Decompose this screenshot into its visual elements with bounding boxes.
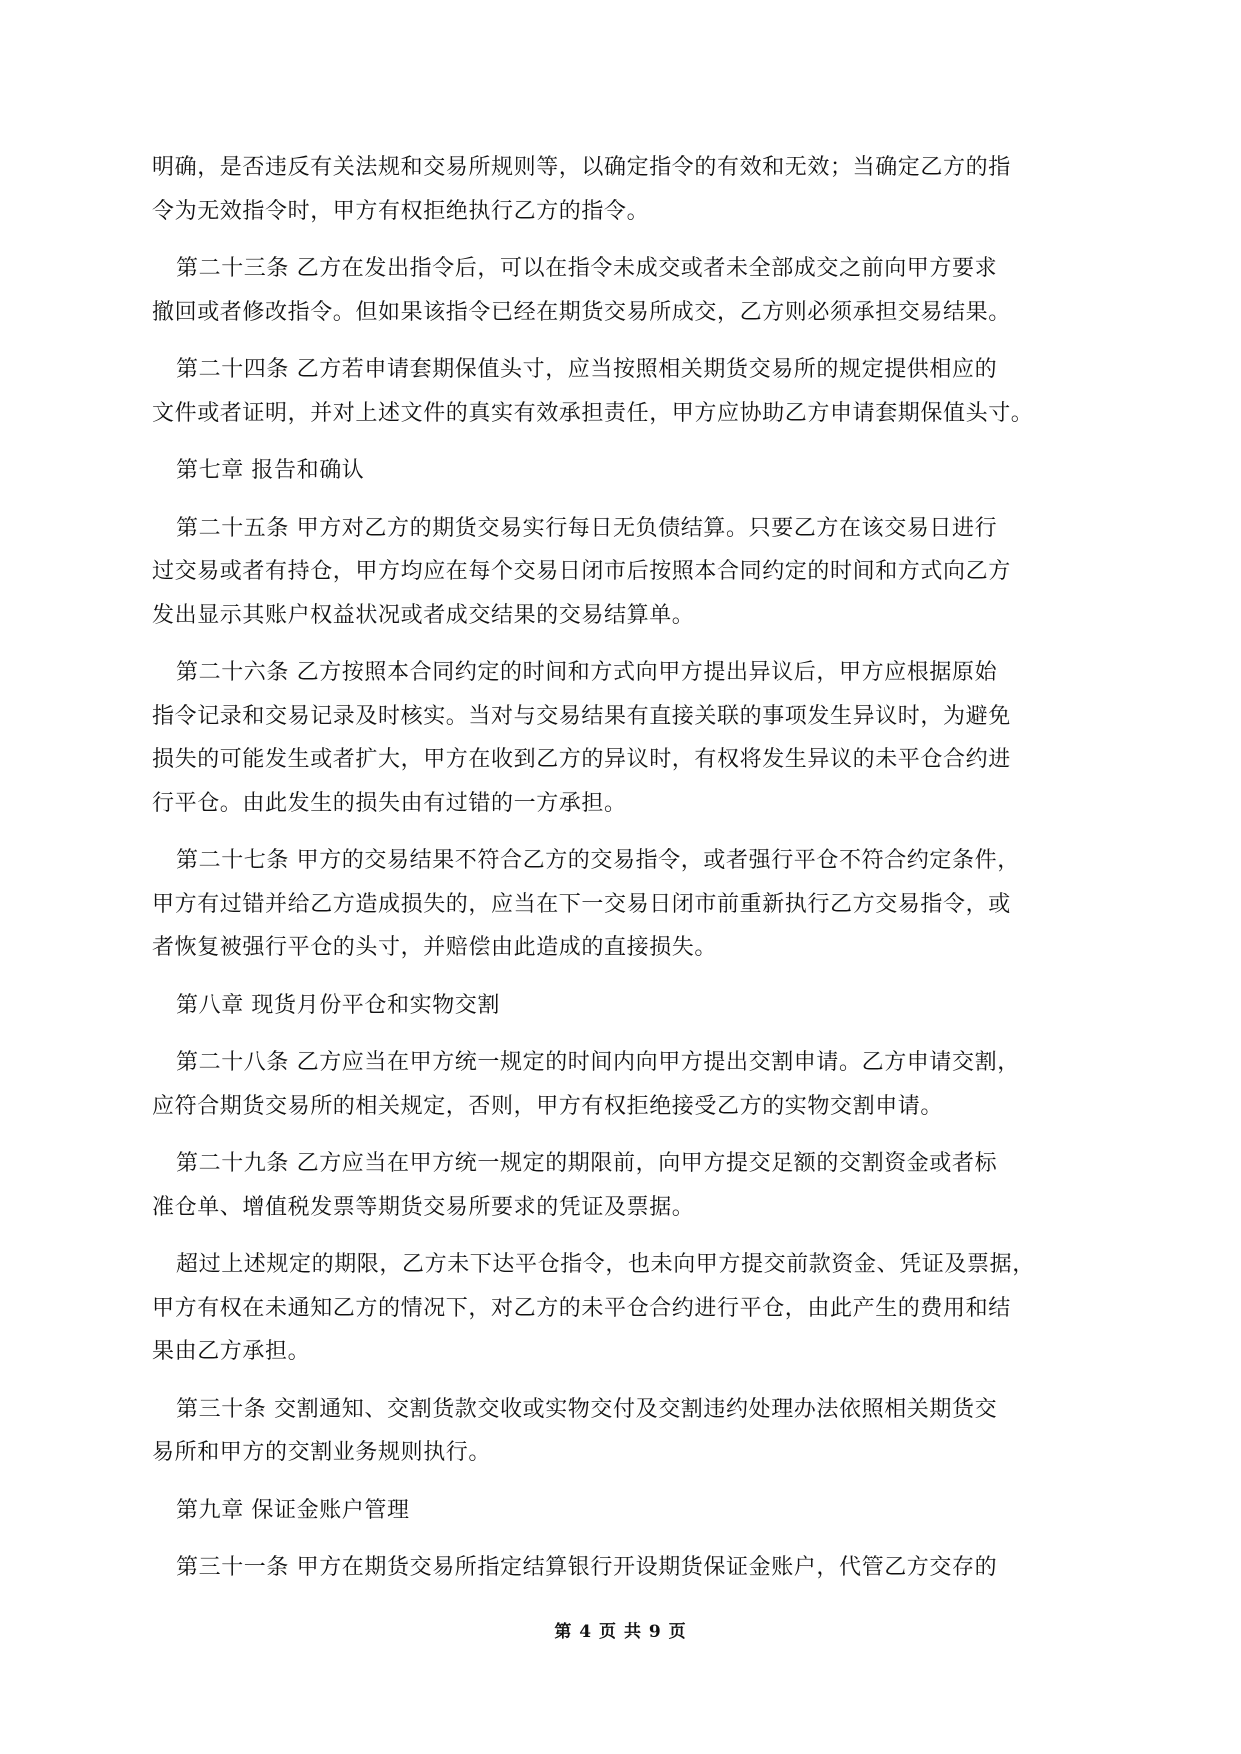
- paragraph-line: 第三十条 交割通知、交割货款交收或实物交付及交割违约处理办法依照相关期货交: [176, 1396, 998, 1422]
- paragraph: [152, 1243, 1092, 1374]
- paragraph: [152, 507, 1092, 638]
- chapter-heading: [152, 984, 1092, 1028]
- paragraph-line: 第二十三条 乙方在发出指令后，可以在指令未成交或者未全部成交之前向甲方要求: [176, 256, 998, 281]
- paragraph: [152, 146, 1092, 233]
- paragraph-line: 损失的可能发生或者扩大，甲方在收到乙方的异议时，有权将发生异议的未平仓合约进: [152, 747, 1011, 772]
- paragraph: [152, 1388, 1092, 1475]
- paragraph-line: 行平仓。由此发生的损失由有过错的一方承担。: [152, 790, 627, 816]
- paragraph-line: 者恢复被强行平仓的头寸，并赔偿由此造成的直接损失。: [152, 935, 718, 960]
- paragraph-line: 过交易或者有持仓，甲方均应在每个交易日闭市后按照本合同约定的时间和方式向乙方: [152, 559, 1011, 584]
- paragraph-line: 甲方有过错并给乙方造成损失的，应当在下一交易日闭市前重新执行乙方交易指令，或: [152, 891, 1011, 917]
- paragraph-line: 第二十六条 乙方按照本合同约定的时间和方式向甲方提出异议后，甲方应根据原始: [176, 660, 998, 685]
- paragraph-line: 明确，是否违反有关法规和交易所规则等，以确定指令的有效和无效；当确定乙方的指: [152, 155, 1011, 180]
- paragraph-line: 第二十八条 乙方应当在甲方统一规定的时间内向甲方提出交割申请。乙方申请交割，: [176, 1050, 1020, 1075]
- paragraph-line: 发出显示其账户权益状况或者成交结果的交易结算单。: [152, 602, 695, 628]
- chapter-heading-text: 第九章 保证金账户管理: [176, 1497, 410, 1523]
- paragraph-line: 准仓单、增值税发票等期货交易所要求的凭证及票据。: [152, 1194, 695, 1220]
- paragraph-line: 令为无效指令时，甲方有权拒绝执行乙方的指令。: [152, 198, 650, 224]
- chapter-heading: [152, 449, 1092, 493]
- paragraph-line: 第二十四条 乙方若申请套期保值头寸，应当按照相关期货交易所的规定提供相应的: [176, 357, 998, 382]
- chapter-heading-text: 第八章 现货月份平仓和实物交割: [176, 992, 500, 1018]
- paragraph: [152, 1142, 1092, 1229]
- paragraph-line: 超过上述规定的期限，乙方未下达平仓指令，也未向甲方提交前款资金、凭证及票据，: [176, 1252, 1035, 1277]
- paragraph-line: 第三十一条 甲方在期货交易所指定结算银行开设期货保证金账户，代管乙方交存的: [176, 1555, 998, 1580]
- paragraph-line: 撤回或者修改指令。但如果该指令已经在期货交易所成交，乙方则必须承担交易结果。: [152, 299, 1011, 325]
- document-body: [152, 146, 1092, 1590]
- paragraph-line: 第二十七条 甲方的交易结果不符合乙方的交易指令，或者强行平仓不符合约定条件，: [176, 848, 1020, 873]
- paragraph: [152, 651, 1092, 825]
- chapter-heading: [152, 1489, 1092, 1533]
- paragraph: [152, 839, 1092, 970]
- paragraph: [152, 1546, 1092, 1590]
- paragraph-line: 第二十九条 乙方应当在甲方统一规定的期限前，向甲方提交足额的交割资金或者标: [176, 1151, 998, 1176]
- paragraph-line: 甲方有权在未通知乙方的情况下，对乙方的未平仓合约进行平仓，由此产生的费用和结: [152, 1295, 1011, 1321]
- paragraph: [152, 348, 1092, 435]
- paragraph: [152, 1041, 1092, 1128]
- paragraph-line: 指令记录和交易记录及时核实。当对与交易结果有直接关联的事项发生异议时，为避免: [152, 703, 1011, 729]
- paragraph-line: 易所和甲方的交割业务规则执行。: [152, 1440, 492, 1465]
- paragraph-line: 应符合期货交易所的相关规定，否则，甲方有权拒绝接受乙方的实物交割申请。: [152, 1093, 944, 1119]
- chapter-heading-text: 第七章 报告和确认: [176, 458, 365, 483]
- paragraph-line: 第二十五条 甲方对乙方的期货交易实行每日无负债结算。只要乙方在该交易日进行: [176, 515, 998, 541]
- paragraph: [152, 247, 1092, 334]
- page-number-footer: 第 4 页 共 9 页: [554, 1622, 687, 1642]
- paragraph-line: 文件或者证明，并对上述文件的真实有效承担责任，甲方应协助乙方申请套期保值头寸。: [152, 400, 1034, 426]
- paragraph-line: 果由乙方承担。: [152, 1339, 311, 1364]
